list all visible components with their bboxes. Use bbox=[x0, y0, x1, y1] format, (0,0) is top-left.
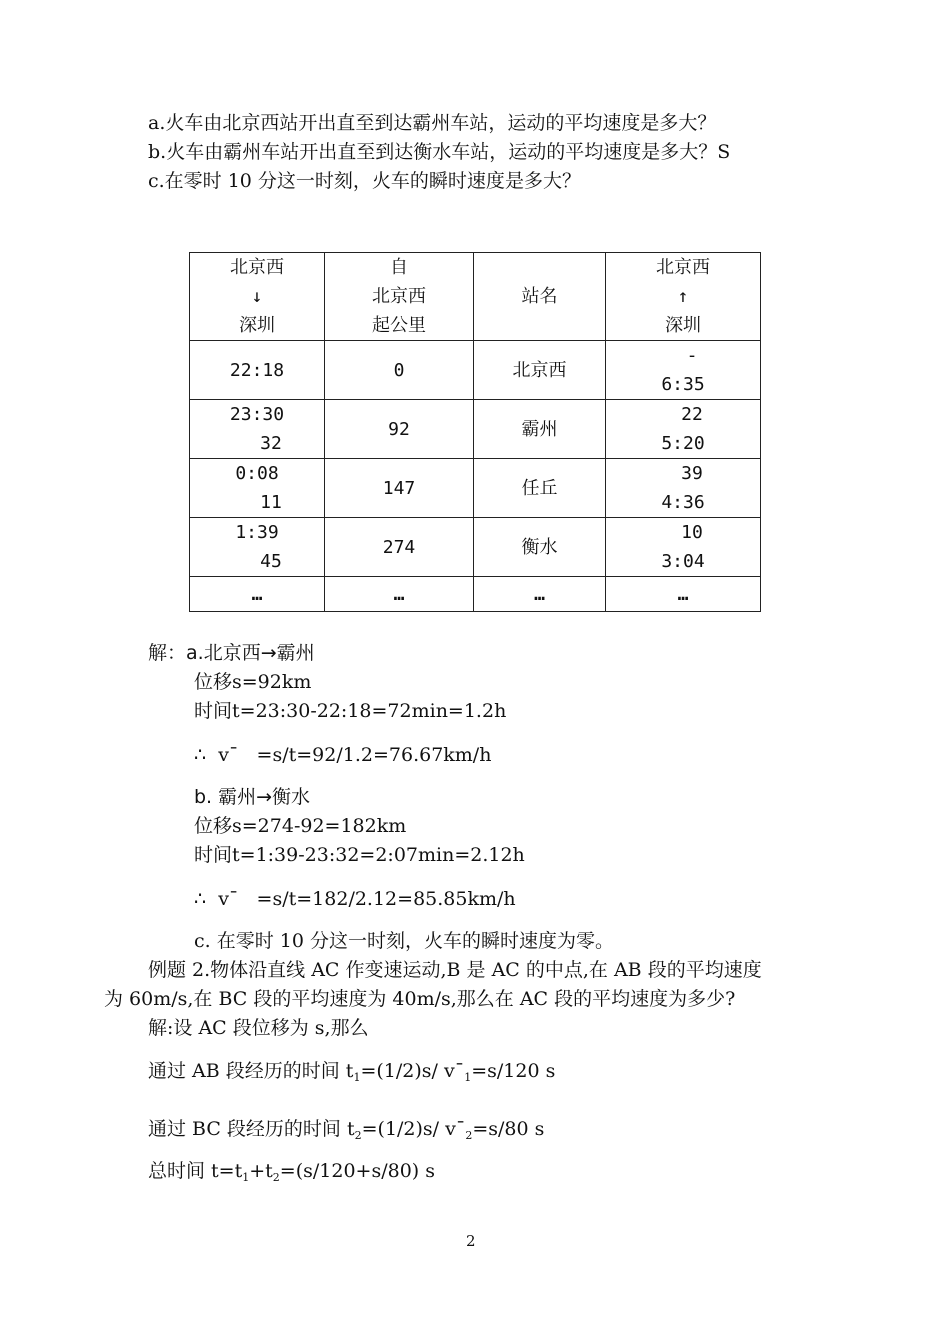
table-row-ellipsis: … … … … bbox=[190, 577, 761, 612]
question-c: c.在零时 10 分这一时刻，火车的瞬时速度是多大？ bbox=[148, 170, 581, 192]
down-time: 1:39 45 bbox=[190, 518, 325, 577]
station-name: 北京西 bbox=[474, 341, 606, 400]
example-2-line-2: 为 60m/s,在 BC 段的平均速度为 40m/s,那么在 AC 段的平均速度为多少? bbox=[104, 988, 736, 1010]
question-a: a.火车由北京西站开出直至到达霸州车站，运动的平均速度是多大？ bbox=[148, 112, 717, 134]
example-2-solution-intro: 解:设 AC 段位移为 s,那么 bbox=[148, 1017, 369, 1039]
distance: 274 bbox=[325, 518, 474, 577]
page-number: 2 bbox=[466, 1232, 476, 1250]
distance: 92 bbox=[325, 400, 474, 459]
up-time: 10 3:04 bbox=[606, 518, 761, 577]
solution-a-time: 时间t=23:30-22:18=72min=1.2h bbox=[194, 700, 507, 722]
station-name: 衡水 bbox=[474, 518, 606, 577]
distance: 147 bbox=[325, 459, 474, 518]
ab-time-formula: 通过 AB 段经历的时间 $t_1=(1/2)s/$ $v¯_1=s/120$ s bbox=[148, 1060, 556, 1084]
example-2-line-1: 例题 2.物体沿直线 AC 作变速运动,B 是 AC 的中点,在 AB 段的平均速度 bbox=[148, 959, 762, 981]
train-timetable bbox=[189, 252, 761, 612]
up-time: - 6:35 bbox=[606, 341, 761, 400]
arrow-down-icon: ↓ bbox=[251, 286, 263, 307]
down-time: 0:08 11 bbox=[190, 459, 325, 518]
header-station: 站名 bbox=[474, 253, 606, 341]
table-row bbox=[190, 341, 761, 400]
question-b: b.火车由霸州车站开出直至到达衡水车站，运动的平均速度是多大？S bbox=[148, 141, 731, 163]
solution-b-result: ∴ v¯ =s/t=182/2.12=85.85km/h bbox=[194, 888, 516, 910]
solution-b-displacement: 位移s=274-92=182km bbox=[194, 815, 407, 837]
table-row bbox=[190, 518, 761, 577]
bc-time-formula: 通过 BC 段经历的时间 $t_2=(1/2)s/$ $v¯_2=s/80$ s bbox=[148, 1118, 545, 1142]
header-up: 北京西 ↑ 深圳 bbox=[606, 253, 761, 341]
up-time: 22 5:20 bbox=[606, 400, 761, 459]
solution-b-heading: b. 霸州→衡水 bbox=[194, 786, 311, 808]
solution-b-time: 时间t=1:39-23:32=2:07min=2.12h bbox=[194, 844, 525, 866]
solution-a-displacement: 位移s=92km bbox=[194, 671, 312, 693]
station-name: 任丘 bbox=[474, 459, 606, 518]
table-row bbox=[190, 400, 761, 459]
solution-a-heading: 解：a.北京西→霸州 bbox=[148, 642, 315, 664]
down-time: 22:18 bbox=[190, 341, 325, 400]
up-time: 39 4:36 bbox=[606, 459, 761, 518]
solution-a-result: ∴ v¯ =s/t=92/1.2=76.67km/h bbox=[194, 744, 492, 766]
solution-c: c. 在零时 10 分这一时刻，火车的瞬时速度为零。 bbox=[194, 930, 614, 952]
total-time-formula: 总时间 $t=t_1+t_2=(s/120+s/80)$ s bbox=[148, 1160, 435, 1184]
header-down: 北京西 ↓ 深圳 bbox=[190, 253, 325, 341]
table-row bbox=[190, 459, 761, 518]
arrow-up-icon: ↑ bbox=[677, 286, 689, 307]
distance: 0 bbox=[325, 341, 474, 400]
header-distance: 自 北京西 起公里 bbox=[325, 253, 474, 341]
down-time: 23:30 32 bbox=[190, 400, 325, 459]
table-header-row bbox=[190, 253, 761, 341]
station-name: 霸州 bbox=[474, 400, 606, 459]
